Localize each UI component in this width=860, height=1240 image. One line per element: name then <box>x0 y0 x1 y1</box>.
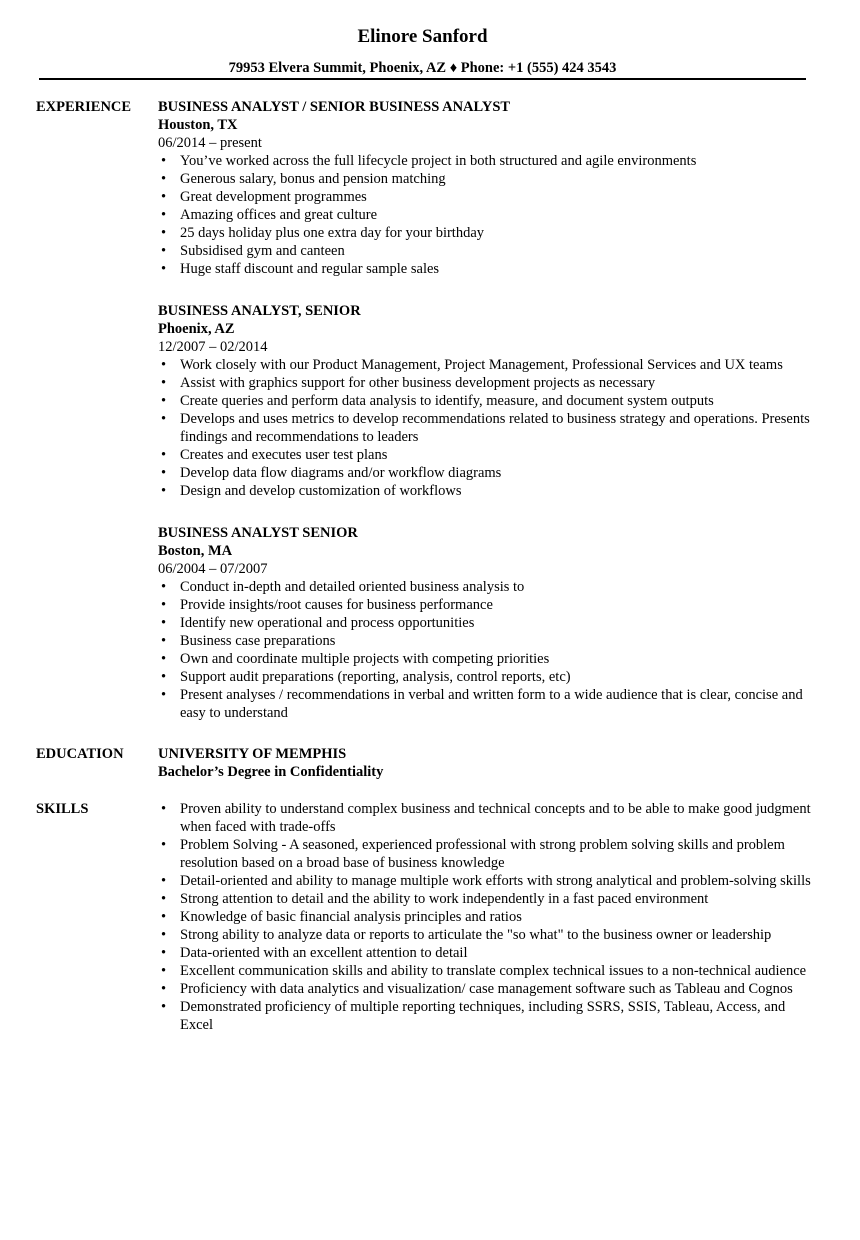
job-title: BUSINESS ANALYST / SENIOR BUSINESS ANALYST <box>158 99 511 115</box>
job-bullet: • Design and develop customization of workflows <box>158 482 818 500</box>
job-bullet: • Amazing offices and great culture <box>158 206 818 224</box>
skill-item: • Proven ability to understand complex business and technical concepts and to be able to make good judgment when faced with trade-offs <box>158 800 818 836</box>
experience-body <box>158 98 818 746</box>
job-bullet: • Support audit preparations (reporting, analysis, control reports, etc) <box>158 668 818 686</box>
job-bullets <box>158 356 818 500</box>
section-label-experience: EXPERIENCE <box>36 99 132 115</box>
skill-item: • Detail-oriented and ability to manage multiple work efforts with strong analytical and problem-solving skills <box>158 872 818 890</box>
job-bullet: • Create queries and perform data analysis to identify, measure, and document system outputs <box>158 392 818 410</box>
job-title: BUSINESS ANALYST SENIOR <box>158 525 358 541</box>
job-dates: 06/2014 – present <box>158 135 262 151</box>
skill-item: • Demonstrated proficiency of multiple reporting techniques, including SSRS, SSIS, Tableau, Access, and Excel <box>158 998 818 1034</box>
job-location: Phoenix, AZ <box>158 321 235 337</box>
skill-item: • Excellent communication skills and ability to translate complex technical issues to a non-technical audience <box>158 962 818 980</box>
job-bullet: • Develops and uses metrics to develop recommendations related to business strategy and operations. Presents findings and recommendations to leaders <box>158 410 818 446</box>
job-entry <box>158 98 818 278</box>
header-divider <box>39 78 806 80</box>
job-bullet: • Huge staff discount and regular sample sales <box>158 260 818 278</box>
job-bullet: • Provide insights/root causes for business performance <box>158 596 818 614</box>
skill-item: • Data-oriented with an excellent attention to detail <box>158 944 818 962</box>
education-body <box>158 745 818 781</box>
job-location: Boston, MA <box>158 543 233 559</box>
section-label-skills: SKILLS <box>36 801 89 817</box>
section-label-education: EDUCATION <box>36 746 124 762</box>
contact-line: 79953 Elvera Summit, Phoenix, AZ ♦ Phone: +1 (555) 424 3543 <box>228 60 617 76</box>
job-entry <box>158 524 818 722</box>
skill-item: • Strong attention to detail and the ability to work independently in a fast paced environment <box>158 890 818 908</box>
job-bullet: • Develop data flow diagrams and/or workflow diagrams <box>158 464 818 482</box>
skill-item: • Problem Solving - A seasoned, experienced professional with strong problem solving skills and problem resolution based on a broad base of business knowledge <box>158 836 818 872</box>
job-location: Houston, TX <box>158 117 238 133</box>
job-bullet: • Work closely with our Product Management, Project Management, Professional Services and UX teams <box>158 356 818 374</box>
job-bullet: • Business case preparations <box>158 632 818 650</box>
job-dates: 06/2004 – 07/2007 <box>158 561 268 577</box>
job-bullet: • Generous salary, bonus and pension matching <box>158 170 818 188</box>
job-bullet: • Assist with graphics support for other business development projects as necessary <box>158 374 818 392</box>
job-entry <box>158 302 818 500</box>
job-bullets <box>158 578 818 722</box>
job-bullet: • Present analyses / recommendations in verbal and written form to a wide audience that is clear, concise and easy to understand <box>158 686 818 722</box>
job-title: BUSINESS ANALYST, SENIOR <box>158 303 361 319</box>
skill-item: • Strong ability to analyze data or reports to articulate the "so what" to the business owner or leadership <box>158 926 818 944</box>
job-bullet: • Creates and executes user test plans <box>158 446 818 464</box>
job-bullet: • Great development programmes <box>158 188 818 206</box>
skill-item: • Proficiency with data analytics and visualization/ case management software such as Tableau and Cognos <box>158 980 818 998</box>
job-dates: 12/2007 – 02/2014 <box>158 339 268 355</box>
skills-list <box>158 800 818 1034</box>
job-bullet: • Subsidised gym and canteen <box>158 242 818 260</box>
job-bullet: • Identify new operational and process opportunities <box>158 614 818 632</box>
skill-item: • Knowledge of basic financial analysis principles and ratios <box>158 908 818 926</box>
job-bullet: • Own and coordinate multiple projects with competing priorities <box>158 650 818 668</box>
education-school: UNIVERSITY OF MEMPHIS <box>158 746 347 762</box>
skills-body <box>158 800 818 1034</box>
job-bullet: • 25 days holiday plus one extra day for your birthday <box>158 224 818 242</box>
job-bullet: • Conduct in-depth and detailed oriented business analysis to <box>158 578 818 596</box>
candidate-name: Elinore Sanford <box>357 26 488 47</box>
job-bullet: • You’ve worked across the full lifecycle project in both structured and agile environments <box>158 152 818 170</box>
job-bullets <box>158 152 818 278</box>
education-degree: Bachelor’s Degree in Confidentiality <box>158 764 384 780</box>
